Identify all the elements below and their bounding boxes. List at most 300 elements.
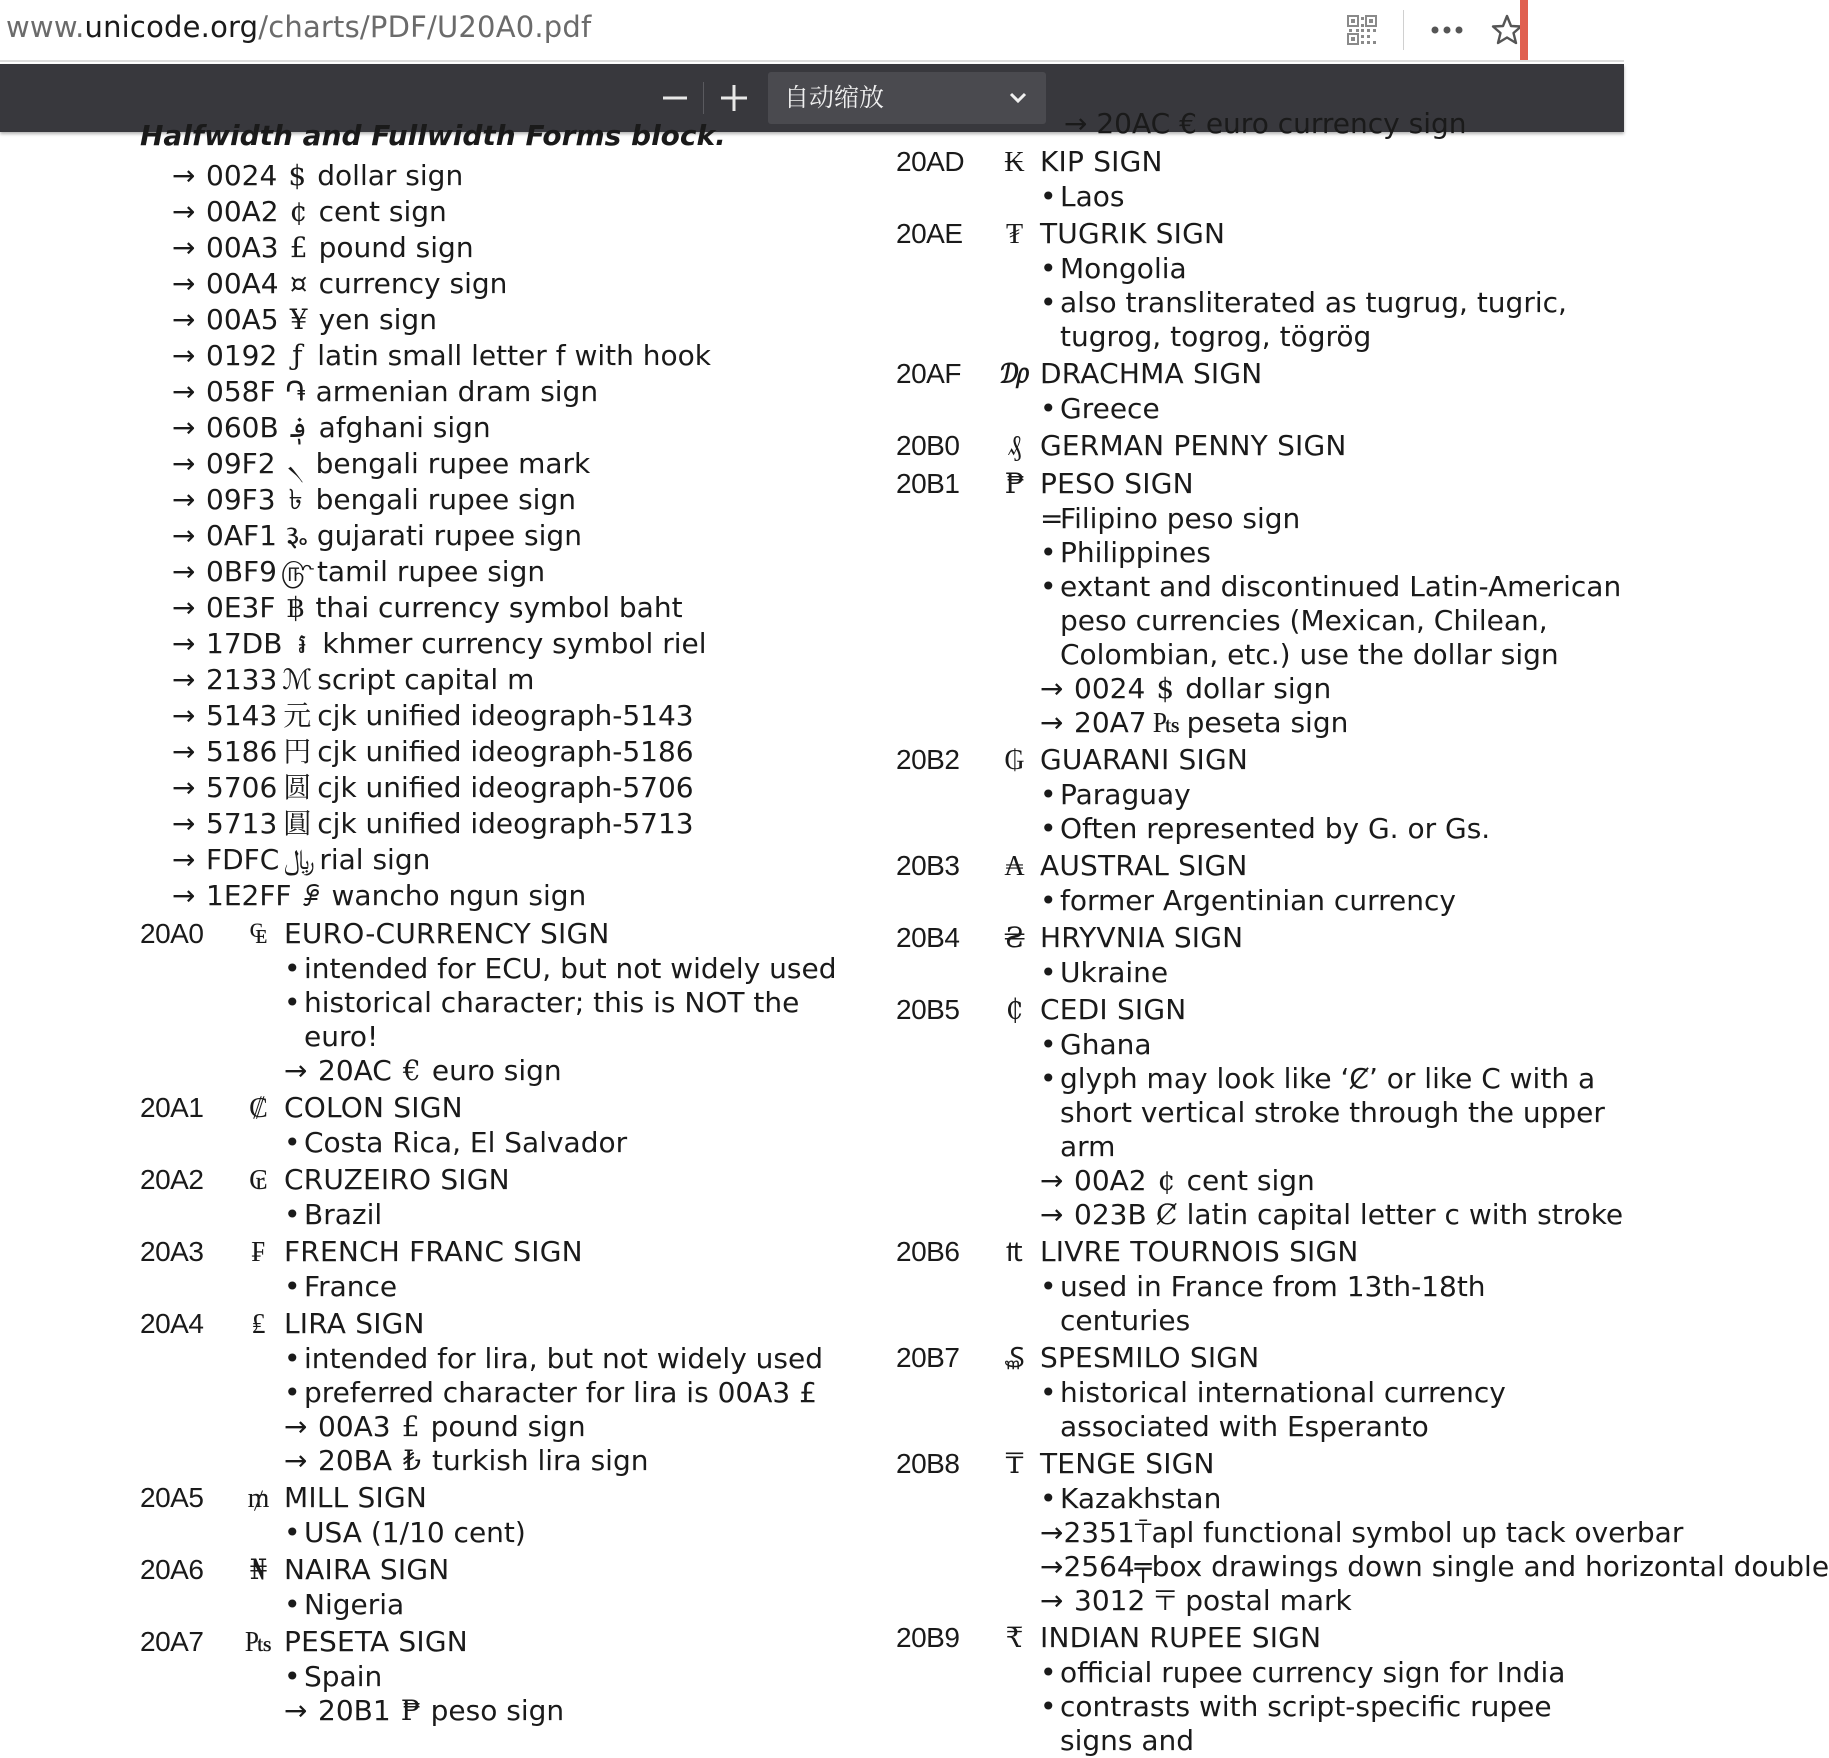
- cross-reference: [140, 158, 880, 194]
- ref-glyph: ៛: [297, 627, 307, 660]
- annotation: [284, 952, 880, 986]
- annotation-text: Costa Rica, El Salvador: [304, 1126, 628, 1159]
- character-entry: [140, 1088, 880, 1126]
- arrow-icon: →: [1040, 706, 1064, 739]
- cross-reference-list: [140, 158, 880, 914]
- left-column: [140, 119, 880, 1728]
- url-text[interactable]: [6, 10, 591, 44]
- annotation-text: extant and discontinued Latin-American peso currencies (Mexican, Chilean, Colombian, etc.) use the dollar sign: [1060, 570, 1622, 671]
- ref-glyph: 元: [283, 699, 312, 732]
- ref-glyph: ؋: [290, 411, 307, 444]
- annotation-text: Nigeria: [304, 1588, 405, 1621]
- bullet-icon: •: [1040, 956, 1057, 989]
- entry-details: [896, 252, 1624, 354]
- arrow-icon: →: [1040, 1584, 1064, 1617]
- annotation-text: Ukraine: [1060, 956, 1169, 989]
- annotation: [1040, 392, 1624, 426]
- ref-name: khmer currency symbol riel: [322, 627, 707, 660]
- arrow-icon: →: [172, 735, 196, 768]
- ref-name: cent sign: [1186, 1164, 1315, 1197]
- entry-details: [140, 1342, 880, 1478]
- annotation-text: Laos: [1060, 180, 1125, 213]
- ref-name: tamil rupee sign: [316, 555, 546, 588]
- entry-details: [896, 1270, 1624, 1338]
- entry-list: [896, 142, 1829, 1758]
- annotation-text: Philippines: [1060, 536, 1211, 569]
- entry-details: [896, 884, 1624, 918]
- annotation-text: France: [304, 1270, 398, 1303]
- character-entry: [140, 1478, 880, 1516]
- character-glyph: ₸: [1005, 1447, 1024, 1480]
- ref-name: apl functional symbol up tack overbar: [1151, 1516, 1684, 1549]
- annotation: [1040, 180, 1624, 214]
- character-name: GERMAN PENNY SIGN: [1040, 429, 1347, 462]
- address-bar-actions: [1347, 8, 1524, 52]
- ref-name: peso sign: [430, 1694, 565, 1727]
- character-name: DRACHMA SIGN: [1040, 357, 1263, 390]
- character-name: GUARANI SIGN: [1040, 743, 1248, 776]
- ref-name: dollar sign: [1185, 672, 1332, 705]
- cross-reference: [140, 266, 880, 302]
- code-point: 20B7: [896, 1342, 960, 1373]
- annotation: [1040, 1690, 1624, 1758]
- annotation: [284, 1588, 880, 1622]
- cross-reference: [140, 302, 880, 338]
- code-point: 20B1: [896, 468, 960, 499]
- annotation-text: Ghana: [1060, 1028, 1152, 1061]
- cross-reference: [284, 1410, 880, 1444]
- arrow-icon: →: [172, 699, 196, 732]
- ref-name: turkish lira sign: [432, 1444, 649, 1477]
- zoom-in-button[interactable]: [710, 74, 758, 122]
- arrow-icon: →: [284, 1694, 308, 1727]
- ref-code: 058F: [206, 375, 276, 408]
- annotation-text: contrasts with script-specific rupee signs and: [1060, 1690, 1552, 1757]
- character-glyph: ₳: [1004, 849, 1025, 882]
- character-entry: [896, 1232, 1624, 1270]
- bullet-icon: •: [1040, 1482, 1057, 1515]
- bullet-icon: •: [284, 986, 301, 1019]
- arrow-icon: →: [172, 807, 196, 840]
- bookmark-star-icon[interactable]: [1490, 13, 1524, 47]
- window-edge-accent: [1520, 0, 1528, 60]
- ref-name: bengali rupee mark: [315, 447, 591, 480]
- character-name: LIRA SIGN: [284, 1307, 425, 1340]
- annotation-text: historical character; this is NOT the euro!: [304, 986, 800, 1053]
- minus-icon: [662, 85, 688, 111]
- character-glyph: ₭: [1004, 145, 1025, 178]
- plus-icon: [720, 84, 748, 112]
- ref-name: rial sign: [319, 843, 431, 876]
- ref-glyph: £: [401, 1410, 420, 1443]
- code-point: 20A7: [140, 1626, 204, 1657]
- annotation-text: intended for ECU, but not widely used: [304, 952, 837, 985]
- annotation: [1040, 286, 1624, 354]
- character-glyph: ₥: [247, 1481, 270, 1514]
- cross-reference: [140, 374, 880, 410]
- right-column: [896, 107, 1829, 1758]
- annotation: [284, 986, 880, 1054]
- entry-details: [140, 1198, 880, 1232]
- annotation-text: Paraguay: [1060, 778, 1191, 811]
- ref-code: 17DB: [206, 627, 283, 660]
- arrow-icon: →: [172, 879, 196, 912]
- ref-glyph: ╤: [1134, 1550, 1152, 1583]
- cross-reference: [1040, 1584, 1624, 1618]
- ref-glyph: ¤: [289, 267, 308, 300]
- ref-name: latin capital letter c with stroke: [1186, 1198, 1624, 1231]
- arrow-icon: →: [172, 195, 196, 228]
- ref-glyph: ¥: [289, 303, 308, 336]
- annotation-text: intended for lira, but not widely used: [304, 1342, 823, 1375]
- ref-name: cjk unified ideograph-5706: [317, 771, 694, 804]
- ref-glyph: 圓: [283, 807, 312, 840]
- annotation-text: Mongolia: [1060, 252, 1187, 285]
- annotation-text: preferred character for lira is 00A3 £: [304, 1376, 817, 1409]
- ref-glyph: 〒: [1151, 1584, 1180, 1617]
- ref-code: 20BA: [318, 1444, 392, 1477]
- code-point: 20A2: [140, 1164, 204, 1195]
- cross-reference: [140, 554, 880, 590]
- ref-name: bengali rupee sign: [315, 483, 576, 516]
- bullet-icon: •: [1040, 180, 1057, 213]
- bullet-icon: •: [284, 952, 301, 985]
- character-glyph: ₠: [249, 917, 268, 950]
- bullet-icon: •: [1040, 1270, 1057, 1303]
- arrow-icon: →: [172, 159, 196, 192]
- annotation: [284, 1660, 880, 1694]
- equals-icon: =: [1040, 502, 1064, 535]
- arrow-icon: →: [172, 627, 196, 660]
- ref-glyph: 円: [283, 735, 312, 768]
- code-point: 20A1: [140, 1092, 204, 1123]
- character-glyph: ₴: [1003, 921, 1026, 954]
- entry-details: [896, 180, 1624, 214]
- chevron-down-icon: [1008, 88, 1028, 108]
- annotation: [1040, 1482, 1624, 1516]
- url-prefix: www.: [6, 10, 85, 44]
- cross-reference: [1040, 1198, 1624, 1232]
- cross-reference: [284, 1694, 880, 1728]
- entry-list: [140, 914, 880, 1728]
- cross-reference: [140, 698, 880, 734]
- character-glyph: ₷: [1004, 1341, 1025, 1374]
- ref-name: cjk unified ideograph-5713: [317, 807, 694, 840]
- entry-details: [896, 1482, 1829, 1618]
- bullet-icon: •: [1040, 570, 1057, 603]
- bullet-icon: •: [1040, 252, 1057, 285]
- ref-code: 00A3: [206, 231, 279, 264]
- entry-details: [896, 392, 1624, 426]
- character-glyph: ₡: [249, 1091, 268, 1124]
- ref-code: 0024: [206, 159, 278, 192]
- bullet-icon: •: [284, 1376, 301, 1409]
- character-glyph: ₲: [1004, 743, 1025, 776]
- ref-name: yen sign: [318, 303, 437, 336]
- ref-name: pound sign: [430, 1410, 586, 1443]
- arrow-icon: →: [172, 267, 196, 300]
- annotation-text: Greece: [1060, 392, 1160, 425]
- ref-glyph: ৳: [288, 483, 303, 516]
- annotation: [1040, 1270, 1624, 1338]
- annotation: [284, 1342, 880, 1376]
- ref-glyph: ₱: [400, 1694, 421, 1727]
- arrow-icon: →: [172, 555, 196, 588]
- cross-reference: [140, 518, 880, 554]
- character-entry: [896, 1444, 1624, 1482]
- character-name: EURO-CURRENCY SIGN: [284, 917, 610, 950]
- character-entry: [140, 914, 880, 952]
- annotation: [284, 1126, 880, 1160]
- character-name: HRYVNIA SIGN: [1040, 921, 1244, 954]
- ref-name: script capital m: [317, 663, 535, 696]
- character-glyph: ₮: [1005, 217, 1024, 250]
- bullet-icon: •: [284, 1126, 301, 1159]
- ref-name: postal mark: [1185, 1584, 1352, 1617]
- character-entry: [896, 1338, 1624, 1376]
- character-name: INDIAN RUPEE SIGN: [1040, 1621, 1322, 1654]
- cut-heading: Halfwidth and Fullwidth Forms block.: [140, 119, 726, 152]
- character-entry: [140, 1160, 880, 1198]
- arrow-icon: →: [172, 843, 196, 876]
- arrow-icon: →: [1040, 1164, 1064, 1197]
- ref-glyph: ¢: [289, 195, 308, 228]
- arrow-icon: →: [172, 339, 196, 372]
- ref-glyph: 圆: [283, 771, 312, 804]
- entry-details: [896, 778, 1624, 846]
- character-entry: [140, 1550, 880, 1588]
- character-entry: [896, 354, 1624, 392]
- cross-reference: [284, 1054, 880, 1088]
- cross-reference: [1040, 1516, 1684, 1550]
- cross-reference: [1040, 672, 1624, 706]
- arrow-icon: →: [1040, 1516, 1064, 1549]
- annotation: [1040, 884, 1624, 918]
- annotation-text: Filipino peso sign: [1060, 502, 1301, 535]
- code-point: 20AD: [896, 146, 965, 177]
- entry-details: [896, 1376, 1624, 1444]
- ref-code: 00A2: [206, 195, 279, 228]
- character-entry: [896, 142, 1624, 180]
- ref-glyph: ฿: [286, 591, 305, 624]
- bullet-icon: •: [1040, 1376, 1057, 1409]
- entry-details: [140, 1516, 880, 1550]
- ref-name: cjk unified ideograph-5186: [317, 735, 694, 768]
- character-name: KIP SIGN: [1040, 145, 1163, 178]
- ref-code: 3012: [1074, 1584, 1146, 1617]
- bullet-icon: •: [1040, 778, 1057, 811]
- bullet-icon: •: [1040, 1062, 1057, 1095]
- ref-code: 5143: [206, 699, 278, 732]
- annotation-text: glyph may look like ‘Ȼ’ or like C with a short vertical stroke through the upper arm: [1060, 1062, 1605, 1163]
- character-entry: [896, 464, 1624, 502]
- bullet-icon: •: [284, 1270, 301, 1303]
- character-glyph: ₰: [1007, 429, 1022, 462]
- qr-code-icon[interactable]: [1347, 15, 1377, 45]
- ref-code: 00A3: [318, 1410, 391, 1443]
- character-name: NAIRA SIGN: [284, 1553, 450, 1586]
- arrow-icon: →: [172, 771, 196, 804]
- ref-code: FDFC: [206, 843, 280, 876]
- character-entry: [896, 990, 1624, 1028]
- url-host: unicode.org: [84, 10, 259, 44]
- entry-details: [896, 1656, 1624, 1758]
- annotation: [284, 1198, 880, 1232]
- ref-code: 09F3: [206, 483, 276, 516]
- ref-glyph: ﷼: [283, 843, 315, 876]
- annotation: [1040, 536, 1624, 570]
- annotation: [1040, 1028, 1624, 1062]
- cross-reference: [140, 230, 880, 266]
- ref-name: thai currency symbol baht: [315, 591, 683, 624]
- annotation-text: former Argentinian currency: [1060, 884, 1456, 917]
- annotation-text: Spain: [304, 1660, 383, 1693]
- address-bar[interactable]: [0, 0, 1624, 62]
- cross-reference: [140, 806, 880, 842]
- arrow-icon: →: [284, 1410, 308, 1443]
- ref-name: dollar sign: [317, 159, 464, 192]
- character-entry: [896, 1618, 1624, 1656]
- cross-reference: [140, 878, 880, 914]
- character-name: SPESMILO SIGN: [1040, 1341, 1260, 1374]
- entry-details: [140, 952, 880, 1088]
- bullet-icon: •: [1040, 1028, 1057, 1061]
- annotation-text: Kazakhstan: [1060, 1482, 1222, 1515]
- code-point: 20AF: [896, 358, 961, 389]
- annotation: [1040, 778, 1624, 812]
- character-glyph: ₶: [1005, 1235, 1024, 1268]
- cross-reference: [1040, 1164, 1624, 1198]
- ref-code: 0AF1: [206, 519, 277, 552]
- ref-glyph: $: [1156, 672, 1175, 705]
- pdf-page: [0, 107, 1829, 1757]
- character-glyph: ₦: [249, 1553, 268, 1586]
- ref-name: peseta sign: [1186, 706, 1349, 739]
- ref-code: 00A4: [206, 267, 279, 300]
- character-name: MILL SIGN: [284, 1481, 427, 1514]
- ref-glyph: ¢: [1157, 1164, 1176, 1197]
- cross-reference: [140, 662, 880, 698]
- annotation: [1040, 502, 1624, 536]
- ref-code: 2351: [1063, 1516, 1135, 1549]
- code-point: 20A4: [140, 1308, 204, 1339]
- ref-name: afghani sign: [318, 411, 491, 444]
- entry-details: [896, 502, 1624, 740]
- ref-code: 2133: [206, 663, 278, 696]
- ref-glyph: ৲: [287, 447, 305, 480]
- ref-name: euro sign: [431, 1054, 562, 1087]
- cross-reference: [140, 338, 880, 374]
- annotation: [1040, 956, 1624, 990]
- ref-glyph: 𞋿: [302, 879, 321, 912]
- bullet-icon: •: [284, 1198, 301, 1231]
- ref-code: 0E3F: [206, 591, 276, 624]
- annotation: [1040, 1656, 1624, 1690]
- cross-reference: [140, 626, 880, 662]
- annotation: [1040, 252, 1624, 286]
- character-entry: [896, 426, 1624, 464]
- character-entry: [896, 740, 1624, 778]
- arrow-icon: →: [172, 411, 196, 444]
- code-point: 20A3: [140, 1236, 204, 1267]
- character-name: TENGE SIGN: [1040, 1447, 1215, 1480]
- character-glyph: ₱: [1004, 467, 1025, 500]
- ref-code: 5186: [206, 735, 278, 768]
- character-glyph: ₧: [244, 1625, 273, 1658]
- ref-code: 0192: [206, 339, 278, 372]
- toolbar-separator: [1403, 10, 1404, 50]
- zoom-out-button[interactable]: [651, 74, 699, 122]
- arrow-icon: →: [172, 663, 196, 696]
- character-entry: [896, 214, 1624, 252]
- ref-code: 023B: [1074, 1198, 1147, 1231]
- ref-glyph: ₧: [1153, 706, 1181, 739]
- bullet-icon: •: [284, 1516, 301, 1549]
- code-point: 20A6: [140, 1554, 204, 1585]
- arrow-icon: →: [172, 591, 196, 624]
- entry-details: [140, 1126, 880, 1160]
- bullet-icon: •: [284, 1588, 301, 1621]
- ref-code: 00A2: [1074, 1164, 1147, 1197]
- ref-glyph: $: [288, 159, 307, 192]
- annotation-text: Brazil: [304, 1198, 383, 1231]
- character-entry: [140, 1304, 880, 1342]
- character-name: PESO SIGN: [1040, 467, 1194, 500]
- character-name: AUSTRAL SIGN: [1040, 849, 1248, 882]
- arrow-icon: →: [1040, 1550, 1064, 1583]
- character-entry: [896, 918, 1624, 956]
- code-point: 20B8: [896, 1448, 960, 1479]
- ref-glyph: ⍑: [1134, 1516, 1152, 1549]
- character-glyph: ₵: [1005, 993, 1024, 1026]
- ref-code: 1E2FF: [206, 879, 292, 912]
- cut-line: → 20AC € euro currency sign: [1064, 107, 1467, 140]
- arrow-icon: →: [172, 375, 196, 408]
- ref-code: 0024: [1074, 672, 1146, 705]
- more-options-icon[interactable]: [1430, 25, 1464, 35]
- character-glyph: ₯: [999, 357, 1030, 390]
- entry-details: [140, 1660, 880, 1728]
- arrow-icon: →: [284, 1444, 308, 1477]
- ref-name: cjk unified ideograph-5143: [317, 699, 694, 732]
- ref-glyph: ₺: [403, 1444, 421, 1477]
- code-point: 20B3: [896, 850, 960, 881]
- entry-details: [140, 1270, 880, 1304]
- arrow-icon: →: [1040, 672, 1064, 705]
- ref-code: 5713: [206, 807, 278, 840]
- ref-name: currency sign: [318, 267, 508, 300]
- entry-details: [896, 956, 1624, 990]
- annotation: [284, 1516, 880, 1550]
- code-point: 20B2: [896, 744, 960, 775]
- ref-code: 09F2: [206, 447, 276, 480]
- bullet-icon: •: [1040, 1656, 1057, 1689]
- cross-reference: [140, 590, 880, 626]
- annotation: [1040, 812, 1624, 846]
- ref-glyph: ૱: [285, 519, 309, 552]
- cross-reference: [140, 446, 880, 482]
- bullet-icon: •: [1040, 884, 1057, 917]
- arrow-icon: →: [172, 519, 196, 552]
- character-name: FRENCH FRANC SIGN: [284, 1235, 583, 1268]
- code-point: 20B9: [896, 1622, 960, 1653]
- annotation: [1040, 1062, 1624, 1164]
- cross-reference: [140, 410, 880, 446]
- code-point: 20B6: [896, 1236, 960, 1267]
- ref-name: cent sign: [318, 195, 447, 228]
- character-entry: [896, 846, 1624, 884]
- character-name: CEDI SIGN: [1040, 993, 1187, 1026]
